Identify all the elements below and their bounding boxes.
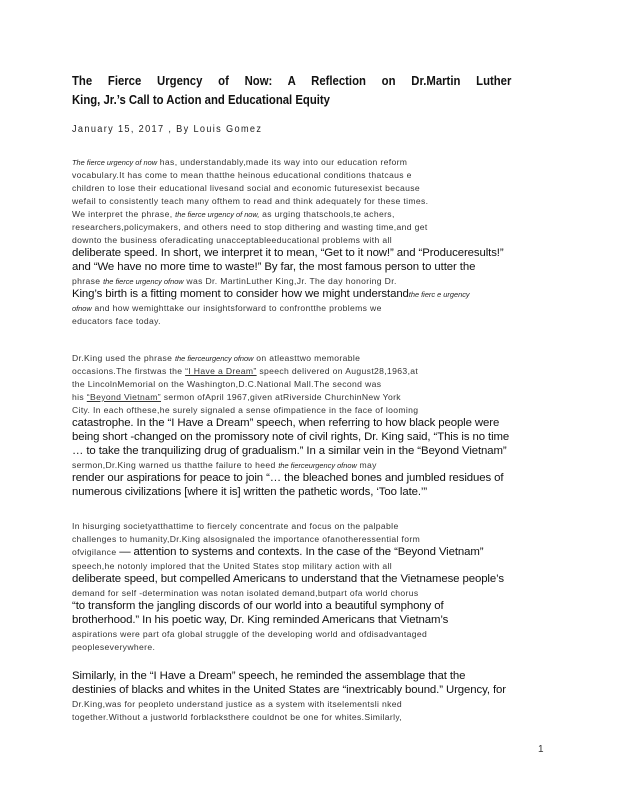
text-run: demand for self -determination was notan isolated demand,butpart ofa world chorus [72, 588, 419, 598]
text-run: King’s birth is a fitting moment to consider how we might understand [72, 288, 409, 300]
text-line [72, 217, 546, 230]
text-run: The fierce urgency of now [72, 158, 158, 167]
text-line [72, 610, 546, 624]
text-run: speech delivered on August28,1963,at [256, 366, 419, 376]
text-run: vocabulary.It has come to mean thatthe heinous educational conditions thatcaus e [72, 170, 412, 180]
underlined-title: “Beyond Vietnam” [86, 392, 162, 402]
text-run: challenges to humanity,Dr.King alsosignaled the importance ofanotheressential form [72, 534, 421, 544]
text-run: was Dr. MartinLuther King,Jr. The day honoring Dr. [183, 276, 397, 286]
text-run: brotherhood.” In his poetic way, Dr. King reminded Americans that Vietnam’s [72, 614, 449, 626]
text-run: as urging thatschools,te achers, [259, 209, 395, 219]
title-line-2: King, Jr.’s Call to Action and Educational Equity [72, 93, 330, 107]
text-run: the fierce urgency ofnow [103, 277, 184, 286]
text-line [72, 569, 546, 583]
text-run: — attention to systems and contexts. In the case of the “Beyond Vietnam” [119, 546, 484, 558]
text-run: catastrophe. In the “I Have a Dream” speech, when referring to how black people were [72, 417, 500, 429]
text-run: Dr.King,was for peopleto understand justice as a system with itselementsli nked [72, 699, 403, 709]
text-run: has, understandably,made its way into our education reform [157, 157, 408, 167]
text-run: phrase [72, 276, 104, 286]
text-line [72, 413, 546, 427]
text-line [72, 152, 546, 165]
text-run: on atleasttwo memorable [253, 353, 361, 363]
text-line [72, 387, 546, 400]
text-line [72, 468, 546, 482]
text-run: ofvigilance [72, 547, 120, 557]
text-line [72, 165, 546, 178]
paragraph-2 [72, 348, 546, 496]
text-run: the fierc e urgency [408, 290, 470, 299]
text-run: “to transform the jangling discords of our world into a beautiful symphony of [72, 600, 444, 612]
text-run: In hisurging societyatthattime to fiercely concentrate and focus on the palpable [72, 521, 399, 531]
text-line [72, 707, 546, 720]
text-run: and “We have no more time to waste!” By far, the most famous person to utter the [72, 261, 476, 273]
text-line [72, 596, 546, 610]
text-line [72, 204, 546, 217]
text-run: sermon ofApril 1967,given atRiverside ChurchinNew York [161, 392, 401, 402]
text-run: render our aspirations for peace to join “… the bleached bones and jumbled residues of [72, 472, 504, 484]
text-run: peopleseverywhere. [72, 642, 156, 652]
text-line [72, 361, 546, 374]
text-line [72, 243, 546, 257]
paragraph-1 [72, 152, 546, 324]
text-run: being short -changed on the promissory note of civil rights, Dr. King said, “This is no time [72, 431, 510, 443]
text-run: his [72, 392, 87, 402]
text-run: wefail to consistently teach many ofthem to read and think adequately for these times. [72, 196, 429, 206]
text-line [72, 441, 546, 455]
text-line [72, 400, 546, 413]
text-line [72, 516, 546, 529]
text-run: numerous civilizations [where it is] written the pathetic words, ‘Too late.’” [72, 486, 428, 498]
text-run: Dr.King used the phrase [72, 353, 175, 363]
paragraph-3 [72, 516, 546, 650]
text-line [72, 529, 546, 542]
text-line [72, 178, 546, 191]
paragraph-4 [72, 666, 546, 720]
text-run: educators face today. [72, 316, 161, 326]
text-line [72, 482, 546, 496]
text-line [72, 374, 546, 387]
text-line [72, 427, 546, 441]
text-line [72, 230, 546, 243]
text-run: … to take the tranquilizing drug of gradualism.” In a similar vein in the “Beyond Vietnam” [72, 445, 507, 457]
text-line [72, 348, 546, 361]
text-run: and how wemighttake our insightsforward to confrontthe problems we [91, 303, 382, 313]
text-run: the LincolnMemorial on the Washington,D.C.National Mall.The second was [72, 379, 382, 389]
text-run: may [356, 460, 377, 470]
underlined-title: “I Have a Dream” [185, 366, 257, 376]
text-run: destinies of blacks and whites in the United States are “inextricably bound.” Urgency, for [72, 684, 506, 696]
text-run: occasions.The firstwas the [72, 366, 186, 376]
text-run: together.Without a justworld forblacksthere couldnot be one for whites.Similarly, [72, 712, 403, 722]
text-run: ofnow [72, 304, 92, 313]
text-run: We interpret the phrase, [72, 209, 176, 219]
text-run: researchers,policymakers, and others need to stop dithering and wasting time,and get [72, 222, 428, 232]
text-run: the fierce urgency of now, [175, 210, 260, 219]
text-line [72, 624, 546, 637]
text-run: children to lose their educational livesand social and economic futuresexist because [72, 183, 421, 193]
text-run: the fierceurgency ofnow [175, 354, 254, 363]
text-run: sermon,Dr.King warned us thatthe failure to heed [72, 460, 279, 470]
text-run: deliberate speed. In short, we interpret it to mean, “Get to it now!” and “Produceresults!” [72, 247, 504, 259]
text-line [72, 680, 546, 694]
text-run: City. In each ofthese,he surely signaled a sense ofimpatience in the face of looming [72, 405, 419, 415]
text-line [72, 257, 546, 271]
title-line-1: The Fierce Urgency of Now: A Reflection on Dr.Martin Luther [72, 74, 512, 88]
text-line [72, 191, 546, 204]
byline: January 15, 2017 , By Louis Gomez [72, 124, 263, 135]
text-run: aspirations were part ofa global struggle of the developing world and ofdisadvantaged [72, 629, 428, 639]
text-run: downto the business oferadicating unacceptableeducational problems with all [72, 235, 393, 245]
text-line [72, 284, 546, 298]
page-number: 1 [538, 744, 544, 755]
article-title [72, 72, 542, 110]
text-run: Similarly, in the “I Have a Dream” speech, he reminded the assemblage that the [72, 670, 466, 682]
text-run: speech,he notonly implored that the United States stop military action with all [72, 561, 392, 571]
text-run: deliberate speed, but compelled Americans to understand that the Vietnamese people’s [72, 573, 504, 585]
text-run: the fierceurgency ofnow [278, 461, 357, 470]
text-line [72, 298, 546, 311]
text-line [72, 542, 546, 556]
text-line [72, 666, 546, 680]
